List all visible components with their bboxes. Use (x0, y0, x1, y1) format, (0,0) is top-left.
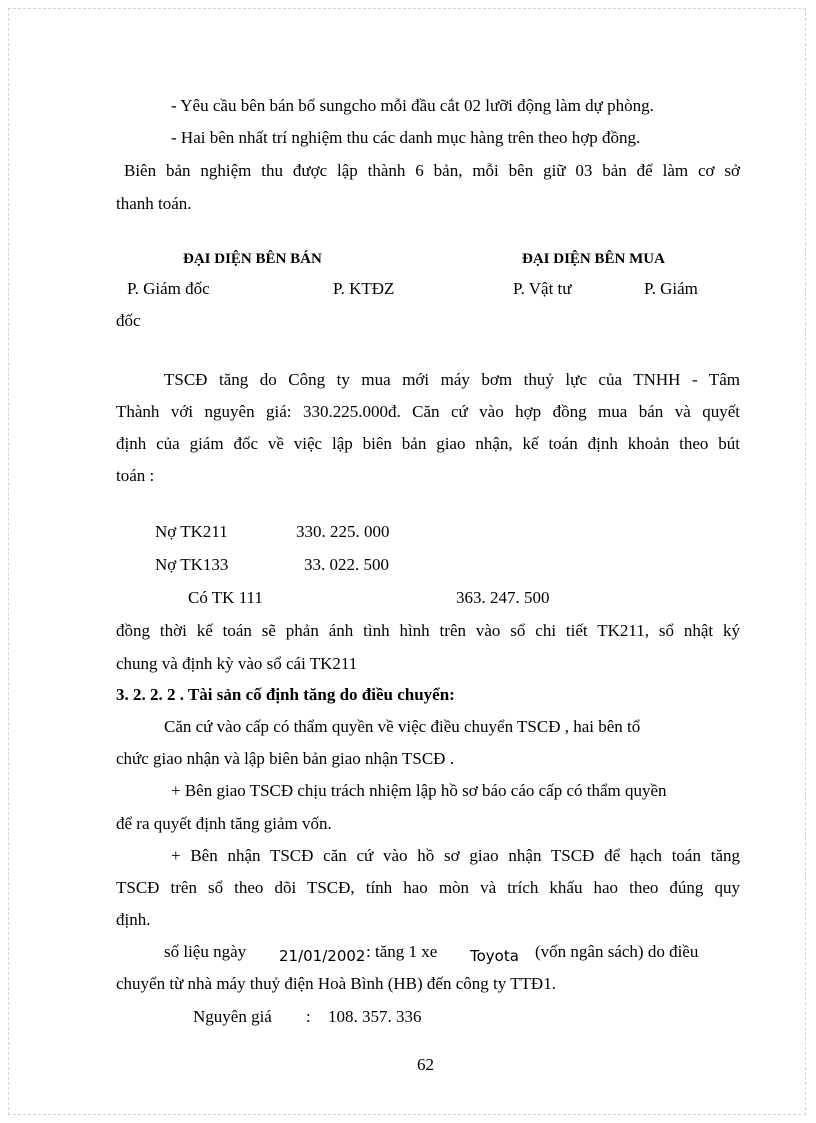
section2-line6: TSCĐ trên sổ theo dõi TSCĐ, tính hao mòn và trích khấu hao theo đúng quy (116, 878, 740, 897)
transfer-date: 21/01/2002 (279, 947, 366, 965)
buyer-dept-signature: P. Vật tư (513, 279, 572, 298)
after-entries-line2: chung và định kỳ vào sổ cái TK211 (116, 654, 358, 673)
section2-line4: để ra quyết định tăng giảm vốn. (116, 814, 332, 833)
entry-debit-tk133-account: Nợ TK133 (155, 555, 229, 574)
paragraph-minutes-line2: thanh toán. (116, 194, 192, 213)
section1-line4: toán : (116, 466, 155, 485)
cost-separator: : (306, 1007, 311, 1026)
entry-debit-tk133-amount: 33. 022. 500 (304, 555, 389, 574)
seller-dept-signature: P. KTĐZ (333, 279, 395, 298)
section2-line8-suffix: (vốn ngân sách) do điều (535, 942, 699, 961)
paragraph-acceptance-agreement: - Hai bên nhất trí nghiệm thu các danh mục hàng trên theo hợp đồng. (171, 128, 641, 147)
cost-label: Nguyên giá (193, 1007, 272, 1026)
section2-line2: chức giao nhận và lập biên bản giao nhận TSCĐ . (116, 749, 454, 768)
buyer-director-signature: P. Giám (644, 279, 698, 298)
section2-line1: Căn cứ vào cấp có thẩm quyền về việc điều chuyển TSCĐ , hai bên tổ (164, 717, 641, 736)
seller-representative-header: ĐẠI DIỆN BÊN BÁN (183, 251, 322, 267)
section1-line1: TSCĐ tăng do Công ty mua mới máy bơm thuỷ lực của TNHH - Tâm (164, 370, 740, 389)
page-number: 62 (417, 1055, 434, 1074)
section2-line7: định. (116, 910, 151, 929)
buyer-director-signature-cont: đốc (116, 311, 141, 330)
section2-line8-middle: : tăng 1 xe (366, 942, 438, 961)
entry-debit-tk211-amount: 330. 225. 000 (296, 522, 390, 541)
section2-line3: + Bên giao TSCĐ chịu trách nhiệm lập hồ sơ báo cáo cấp có thẩm quyền (171, 781, 667, 800)
paragraph-spare-blades: - Yêu cầu bên bán bổ sungcho mỗi đầu cắt 02 lưỡi động làm dự phòng. (171, 96, 654, 115)
section2-line8-prefix: số liệu ngày (164, 942, 247, 961)
vehicle-brand: Toyota (470, 947, 519, 965)
seller-director-signature: P. Giám đốc (127, 279, 210, 298)
section-heading-3-2-2-2: 3. 2. 2. 2 . Tài sản cố định tăng do điều chuyển: (116, 685, 455, 704)
section2-line5: + Bên nhận TSCĐ căn cứ vào hồ sơ giao nhận TSCĐ để hạch toán tăng (171, 846, 740, 865)
after-entries-line1: đồng thời kế toán sẽ phản ánh tình hình trên vào sổ chi tiết TK211, sổ nhật ký (116, 621, 740, 640)
cost-value: 108. 357. 336 (328, 1007, 422, 1026)
section1-line2: Thành với nguyên giá: 330.225.000đ. Căn cứ vào hợp đồng mua bán và quyết (116, 402, 740, 421)
paragraph-minutes-line1: Biên bản nghiệm thu được lập thành 6 bản, mỗi bên giữ 03 bản để làm cơ sở (124, 161, 740, 180)
entry-credit-tk111-amount: 363. 247. 500 (456, 588, 550, 607)
section1-line3: định của giám đốc về việc lập biên bản giao nhận, kế toán định khoản theo bút (116, 434, 740, 453)
section2-line9: chuyển từ nhà máy thuỷ điện Hoà Bình (HB) đến công ty TTĐ1. (116, 974, 556, 993)
entry-debit-tk211-account: Nợ TK211 (155, 522, 228, 541)
buyer-representative-header: ĐẠI DIỆN BÊN MUA (522, 251, 665, 267)
entry-credit-tk111-account: Có TK 111 (188, 588, 263, 607)
